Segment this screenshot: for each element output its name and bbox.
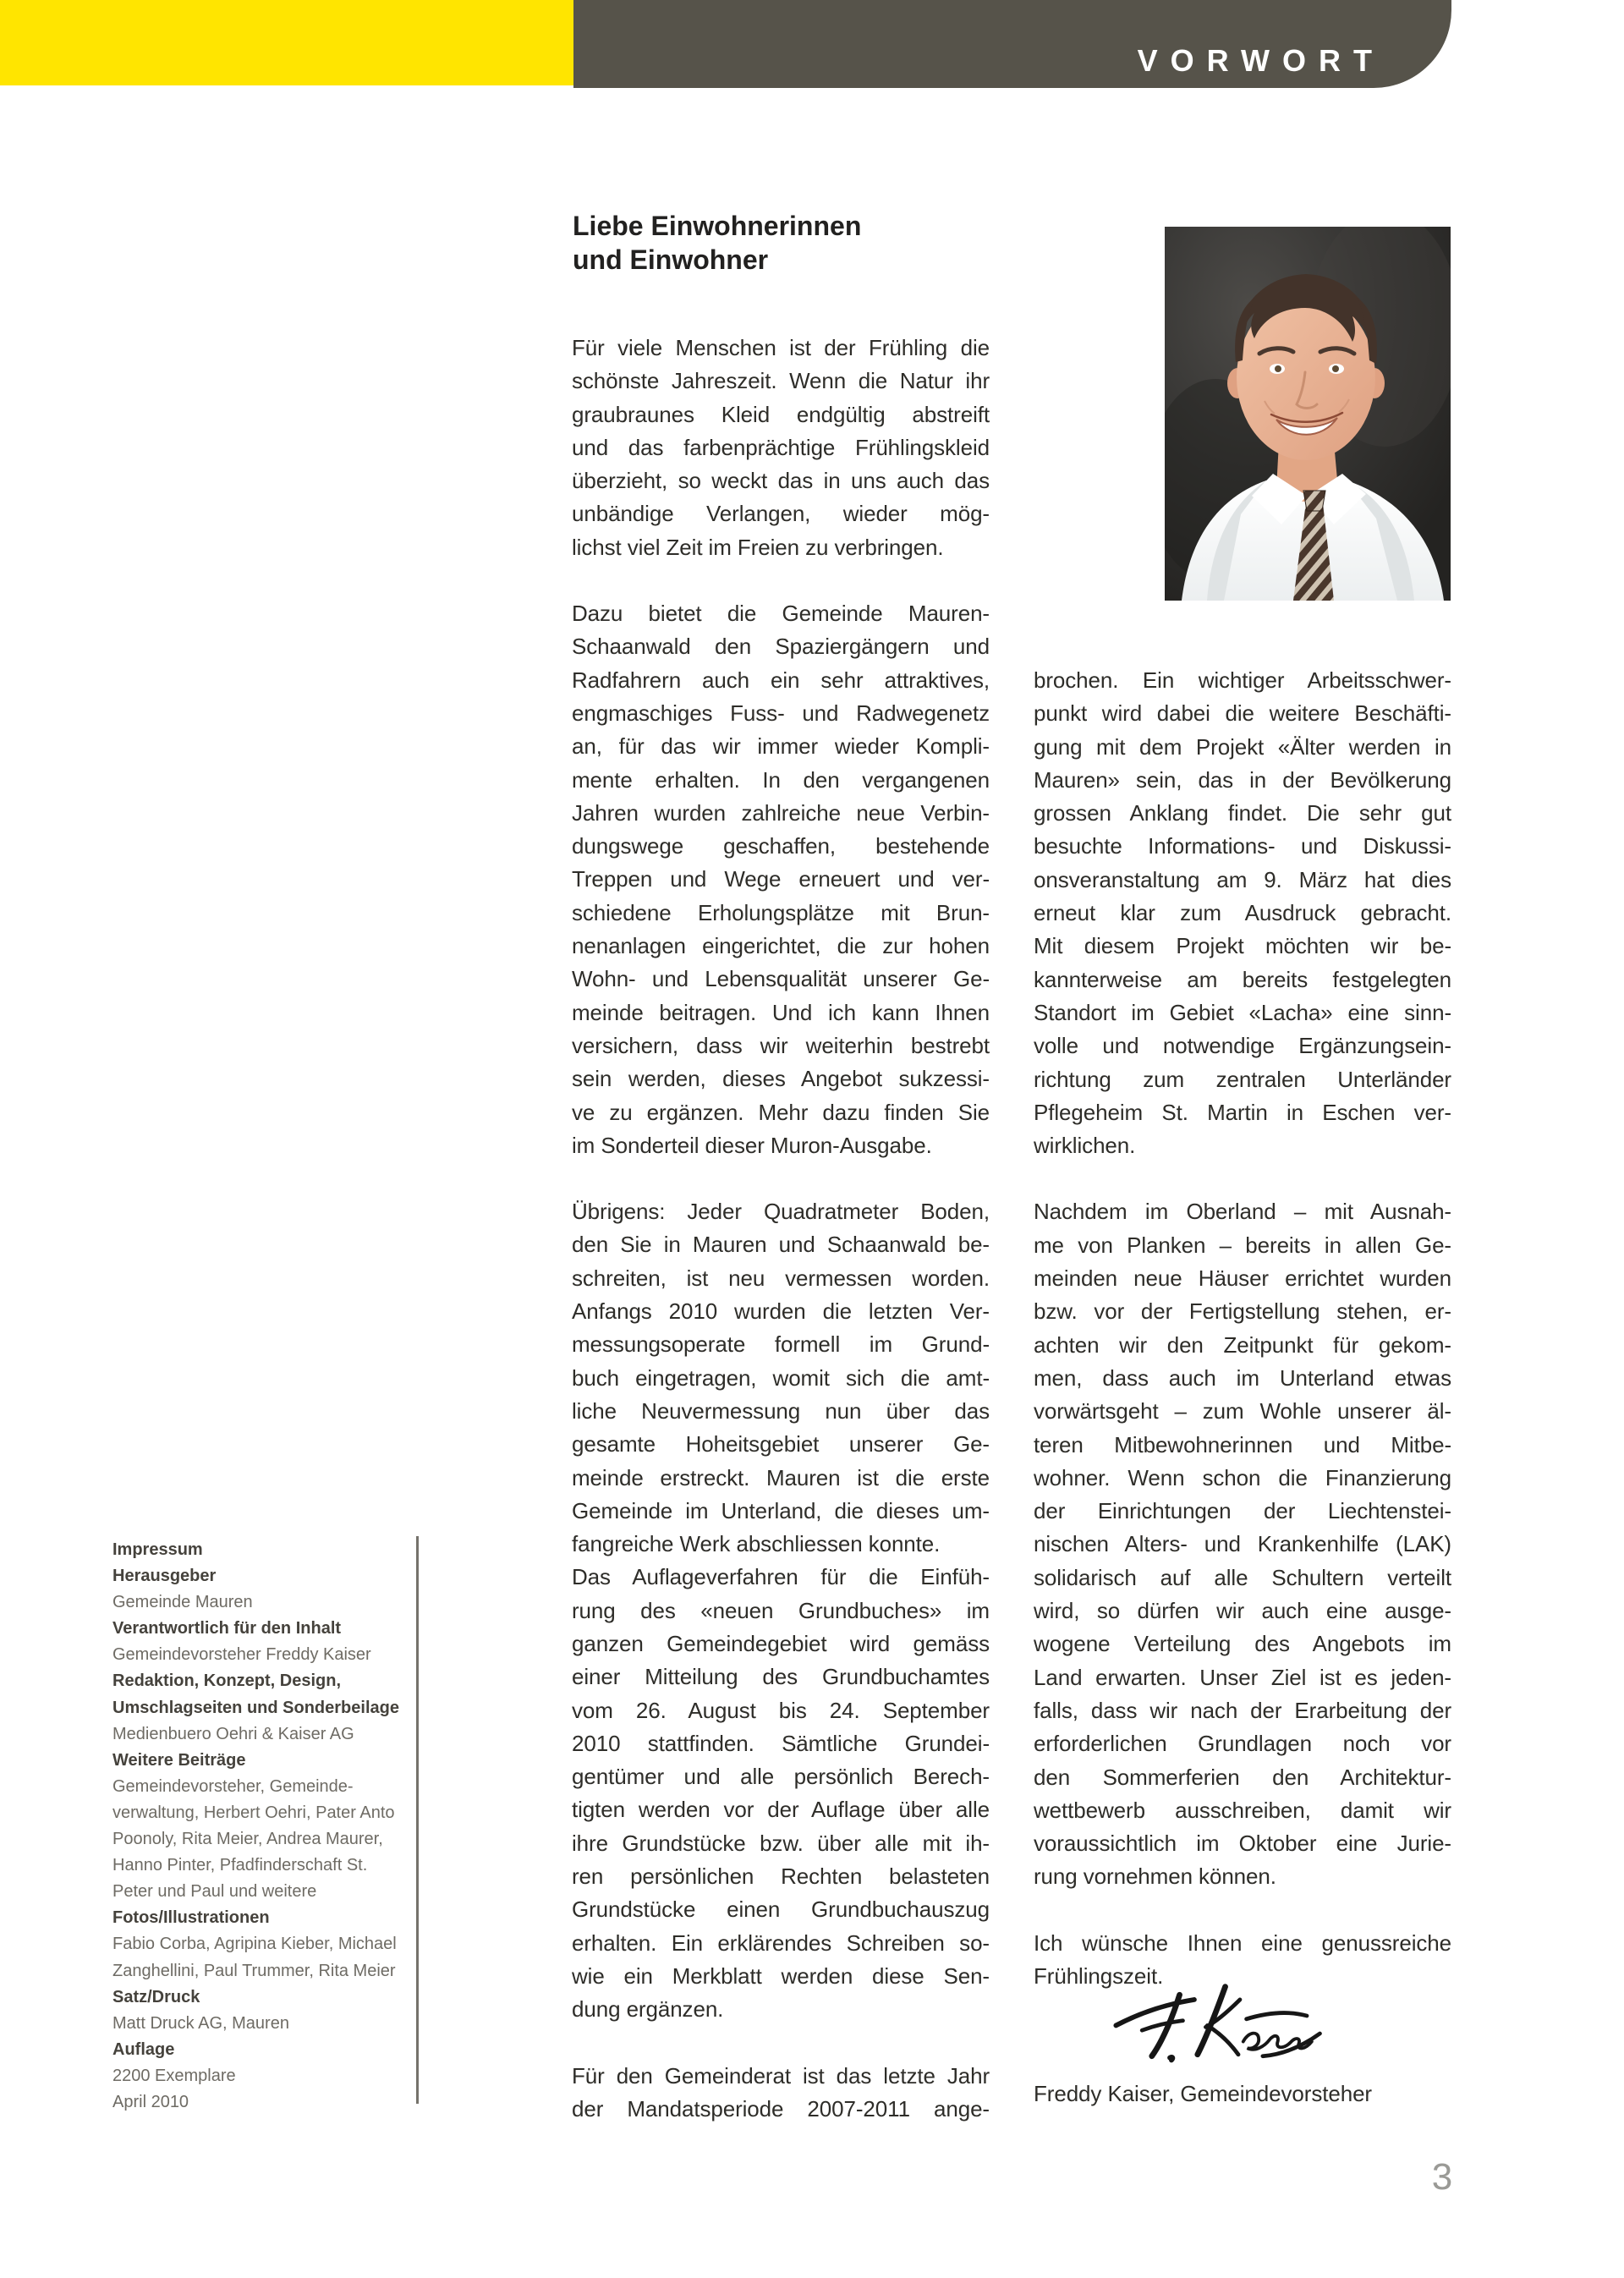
text-line: solidarisch auf alle Schultern verteilt [1034,1564,1451,1590]
text-line: richtung zum zentralen Unterländer [1034,1066,1451,1092]
text-line: falls, dass wir nach der Erarbeitung der [1034,1697,1451,1723]
impressum-divider-line [416,1536,419,2104]
portrait-illustration [1165,227,1451,601]
text-line: rung des «neuen Grundbuches» im [572,1597,990,1623]
signature-caption: Freddy Kaiser, Gemeindevorsteher [1034,2081,1372,2107]
text-line: gentümer und alle persönlich Berech- [572,1764,990,1790]
text-line: sein werden, dieses Angebot sukzessi- [572,1066,990,1092]
text-line: wie ein Merkblatt werden diese Sen- [572,1962,990,1989]
text-line: meinde erstreckt. Mauren ist die erste [572,1464,990,1490]
text-line: besuchte Informations- und Diskussi- [1034,833,1451,859]
text-line: engmaschiges Fuss- und Radwegenetz [572,700,990,726]
text-line: onsveranstaltung am 9. März hat dies [1034,866,1451,892]
text-line: ve zu ergänzen. Mehr dazu finden Sie [572,1099,990,1125]
text-line: fangreiche Werk abschliessen konnte. [572,1531,941,1557]
impressum-line: Peter und Paul und weitere [112,1882,317,1902]
article-column-1 [572,332,990,2126]
paragraph [572,332,990,564]
text-line: der Mandatsperiode 2007-2011 ange- [572,2095,990,2122]
text-line: kannterweise am bereits festgelegten [1034,966,1451,992]
text-line: voraussichtlich im Oktober eine Jurie- [1034,1831,1451,1857]
text-line: erforderlichen Grundlagen noch vor [1034,1731,1451,1757]
text-line: graubraunes Kleid endgültig abstreift [572,401,990,427]
text-line: 2010 stattfinden. Sämtliche Grundei- [572,1730,990,1756]
impressum-line: Gemeindevorsteher, Gemeinde- [112,1776,354,1796]
impressum-line: Redaktion, Konzept, Design, [112,1671,342,1691]
article-column-2-text [1034,664,1451,1993]
text-line: men, dass auch im Unterland etwas [1034,1364,1451,1391]
section-title: VORWORT [1137,43,1385,78]
yellow-accent-band [0,0,573,85]
text-line: unbändige Verlangen, wieder mög- [572,501,990,527]
impressum-line: Gemeindevorsteher Freddy Kaiser [112,1645,371,1665]
text-line: ganzen Gemeindegebiet wird gemäss [572,1630,990,1656]
text-line: tigten werden vor der Auflage über alle [572,1797,990,1823]
impressum-line: Fabio Corba, Agripina Kieber, Michael [112,1935,397,1954]
text-line: an, für das wir immer wieder Kompli- [572,733,990,760]
text-line: der Einrichtungen der Liechtenstei- [1034,1498,1451,1524]
text-line: einer Mitteilung des Grundbuchamtes [572,1664,990,1690]
paragraph [1034,664,1451,1162]
text-line: brochen. Ein wichtiger Arbeitsschwer- [1034,667,1451,693]
text-line: messungsoperate formell im Grund- [572,1331,990,1358]
text-line: Land erwarten. Unser Ziel ist es jeden- [1034,1664,1451,1690]
text-line: meinde beitragen. Und ich kann Ihnen [572,999,990,1025]
text-line: Treppen und Wege erneuert und ver- [572,866,990,892]
text-line: wird, so dürfen wir auch eine ausge- [1034,1598,1451,1624]
portrait-photo-freddy-kaiser [1165,227,1451,601]
text-line: Wohn- und Lebensqualität unserer Ge- [572,966,990,992]
text-line: wettbewerb ausschreiben, damit wir [1034,1797,1451,1823]
text-line: wohner. Wenn schon die Finanzierung [1034,1464,1451,1490]
vorwort-section-tab [573,0,1451,88]
impressum-line: April 2010 [112,2092,189,2111]
text-line: den Sommerferien den Architektur- [1034,1764,1451,1790]
text-line: und das farbenprächtige Frühlingskleid [572,434,990,460]
text-line: erhalten. Ein erklärendes Schreiben so- [572,1929,990,1956]
text-line: grossen Anklang findet. Die sehr gut [1034,800,1451,826]
text-line: mente erhalten. In den vergangenen [572,766,990,793]
text-line: versichern, dass wir weiterhin bestrebt [572,1032,990,1058]
impressum-line: Medienbuero Oehri & Kaiser AG [112,1724,354,1743]
text-line: Das Auflageverfahren für die Einfüh- [572,1564,990,1590]
signature-illustration [1101,1980,1330,2069]
text-line: Dazu bietet die Gemeinde Mauren- [572,601,990,627]
text-line: schiedene Erholungsplätze mit Brun- [572,899,990,925]
text-line: schönste Jahreszeit. Wenn die Natur ihr [572,368,990,394]
impressum-line: 2200 Exemplare [112,2066,236,2085]
text-line: vom 26. August bis 24. September [572,1697,990,1723]
article-heading-line2: und Einwohner [573,244,769,275]
paragraph [572,597,990,1162]
text-line: punkt wird dabei die weitere Beschäfti- [1034,700,1451,727]
paragraph [572,2060,990,2127]
text-line: Mit diesem Projekt möchten wir be- [1034,933,1451,959]
text-line: Grundstücke einen Grundbuchauszug [572,1897,990,1923]
text-line: überzieht, so weckt das in uns auch das [572,468,990,494]
text-line: Standort im Gebiet «Lacha» eine sinn- [1034,999,1451,1025]
text-line: Ich wünsche Ihnen eine genussreiche [1034,1929,1451,1956]
text-line: nenanlagen eingerichtet, die zur hohen [572,933,990,959]
impressum-line: Auflage [112,2039,175,2059]
text-line: buch eingetragen, womit sich die amt- [572,1364,990,1391]
text-line: teren Mitbewohnerinnen und Mitbe- [1034,1431,1451,1457]
text-line: Für den Gemeinderat ist das letzte Jahr [572,2062,990,2089]
text-line: wogene Verteilung des Angebots im [1034,1631,1451,1657]
page-number: 3 [1431,2156,1453,2198]
article-heading [573,209,996,277]
text-line: Jahren wurden zahlreiche neue Verbin- [572,799,990,826]
impressum-line: Impressum [112,1540,203,1559]
impressum-line: Verantwortlich für den Inhalt [112,1619,342,1639]
text-line: dung ergänzen. [572,1996,724,2023]
text-line: Pflegeheim St. Martin in Eschen ver- [1034,1099,1451,1125]
impressum-line: verwaltung, Herbert Oehri, Pater Anto [112,1803,395,1822]
text-line: im Sonderteil dieser Muron-Ausgabe. [572,1132,932,1158]
text-line: ihre Grundstücke bzw. über alle mit ih- [572,1830,990,1856]
text-line: gesamte Hoheitsgebiet unserer Ge- [572,1431,990,1457]
text-line: me von Planken – bereits in allen Ge- [1034,1232,1451,1258]
text-line: Anfangs 2010 wurden die letzten Ver- [572,1298,990,1325]
impressum-line: Satz/Druck [112,1987,200,2006]
text-line: nischen Alters- und Krankenhilfe (LAK) [1034,1531,1451,1557]
text-line: achten wir den Zeitpunkt für gekom- [1034,1331,1451,1358]
impressum-line: Gemeinde Mauren [112,1593,253,1612]
article-heading-line1: Liebe Einwohnerinnen [573,211,862,241]
text-line: den Sie in Mauren und Schaanwald be- [572,1232,990,1258]
text-line: vorwärtsgeht – zum Wohle unserer äl- [1034,1398,1451,1424]
text-line: liche Neuvermessung nun über das [572,1397,990,1424]
impressum-line: Weitere Beiträge [112,1750,246,1770]
impressum-line: Umschlagseiten und Sonderbeilage [112,1698,399,1717]
text-line: lichst viel Zeit im Freien zu verbringen. [572,534,944,560]
text-line: bzw. vor der Fertigstellung stehen, er- [1034,1298,1451,1325]
text-line: Mauren» sein, das in der Bevölkerung [1034,766,1451,793]
impressum-line: Zanghellini, Paul Trummer, Rita Meier [112,1961,396,1980]
text-line: dungswege geschaffen, bestehende [572,833,990,859]
impressum-line: Poonoly, Rita Meier, Andrea Maurer, [112,1830,383,1849]
paragraph [1034,1195,1451,1893]
article-column-2 [1034,664,1451,2111]
text-line: meinden neue Häuser errichtet wurden [1034,1265,1451,1292]
text-line: gung mit dem Projekt «Älter werden in [1034,733,1451,760]
text-line: Gemeinde im Unterland, die dieses um- [572,1497,990,1523]
paragraph [572,1195,990,1561]
text-line: volle und notwendige Ergänzungsein- [1034,1033,1451,1059]
text-line: rung vornehmen können. [1034,1864,1276,1890]
text-line: erneut klar zum Ausdruck gebracht. [1034,900,1451,926]
impressum-line: Herausgeber [112,1567,217,1586]
text-line: Nachdem im Oberland – mit Ausnah- [1034,1199,1451,1225]
text-line: wirklichen. [1034,1133,1136,1159]
text-line: Frühlingszeit. [1034,1962,1164,1989]
text-line: Radfahrern auch ein sehr attraktives, [572,667,990,693]
impressum-line: Hanno Pinter, Pfadfinderschaft St. [112,1856,368,1875]
handwritten-signature [1101,1980,1330,2069]
text-line: ren persönlichen Rechten belasteten [572,1864,990,1890]
impressum-line: Matt Druck AG, Mauren [112,2013,289,2033]
text-line: Für viele Menschen ist der Frühling die [572,335,990,360]
paragraph [572,1561,990,2026]
impressum-line: Fotos/Illustrationen [112,1908,270,1928]
impressum [112,1537,410,2116]
text-line: Übrigens: Jeder Quadratmeter Boden, [572,1199,990,1225]
text-line: Schaanwald den Spaziergängern und [572,634,990,660]
text-line: schreiten, ist neu vermessen worden. [572,1265,990,1291]
